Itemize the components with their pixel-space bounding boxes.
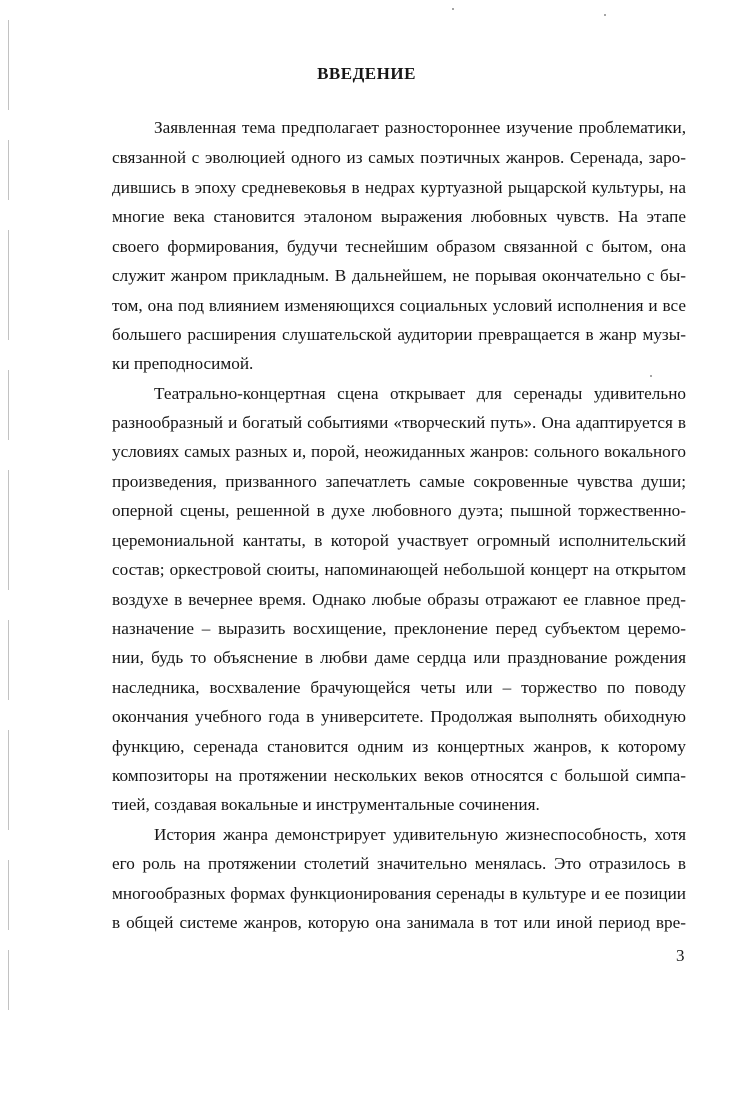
text-line: Заявленная тема предполагает разностороннее изучение проблематики, xyxy=(154,118,686,137)
text-line: оперной сцены, решенной в духе любовного дуэта; пышной торжественно- xyxy=(112,501,686,520)
text-line: служит жанром прикладным. В дальнейшем, не порывая окончательно с бы- xyxy=(112,266,686,285)
text-line: дившись в эпоху средневековья в недрах куртуазной рыцарской культуры, на xyxy=(112,178,686,197)
text-line: его роль на протяжении столетий значительно менялась. Это отразилось в xyxy=(112,854,686,873)
page-title: ВВЕДЕНИЕ xyxy=(317,64,416,83)
text-line: своего формирования, будучи теснейшим образом связанной с бытом, она xyxy=(112,237,686,256)
text-line: композиторы на протяжении нескольких веков относятся с большой симпа- xyxy=(112,766,686,785)
text-line: История жанра демонстрирует удивительную жизнеспособность, хотя xyxy=(154,825,686,844)
text-line: ки преподносимой. xyxy=(112,354,254,373)
text-line: тией, создавая вокальные и инструментальные сочинения. xyxy=(112,795,540,814)
text-line: функцию, серенада становится одним из концертных жанров, к которому xyxy=(112,737,686,756)
scan-speck xyxy=(452,8,454,10)
text-line: многие века становится эталоном выражения любовных чувств. На этапе xyxy=(112,207,686,226)
text-line: в общей системе жанров, которую она занимала в тот или иной период вре- xyxy=(112,913,686,932)
page-number: 3 xyxy=(676,946,685,965)
text-line: состав; оркестровой сюиты, напоминающей небольшой концерт на открытом xyxy=(112,560,686,579)
text-line: назначение – выразить восхищение, преклонение перед субъектом церемо- xyxy=(112,619,686,638)
text-line: связанной с эволюцией одного из самых поэтичных жанров. Серенада, заро- xyxy=(112,148,686,167)
text-line: церемониальной кантаты, в которой участвует огромный исполнительский xyxy=(112,531,686,550)
scan-speck xyxy=(650,375,652,377)
text-line: Театрально-концертная сцена открывает для серенады удивительно xyxy=(154,384,686,403)
text-line: произведения, призванного запечатлеть самые сокровенные чувства души; xyxy=(112,472,686,491)
text-line: большего расширения слушательской аудитории превращается в жанр музы- xyxy=(112,325,686,344)
scan-edge-artifact xyxy=(0,0,18,1100)
text-line: окончания учебного года в университете. Продолжая выполнять обиходную xyxy=(112,707,686,726)
text-line: наследника, восхваление брачующейся четы или – торжество по поводу xyxy=(112,678,686,697)
text-line: воздухе в вечернее время. Однако любые образы отражают ее главное пред- xyxy=(112,590,686,609)
text-line: многообразных формах функционирования серенады в культуре и ее позиции xyxy=(112,884,686,903)
text-line: нии, будь то объяснение в любви даме сердца или празднование рождения xyxy=(112,648,686,667)
text-line: том, она под влиянием изменяющихся социальных условий исполнения и все xyxy=(112,296,686,315)
text-line: разнообразный и богатый событиями «творческий путь». Она адаптируется в xyxy=(112,413,686,432)
text-line: условиях самых разных и, порой, неожиданных жанров: сольного вокального xyxy=(112,442,686,461)
scan-speck xyxy=(604,14,606,16)
